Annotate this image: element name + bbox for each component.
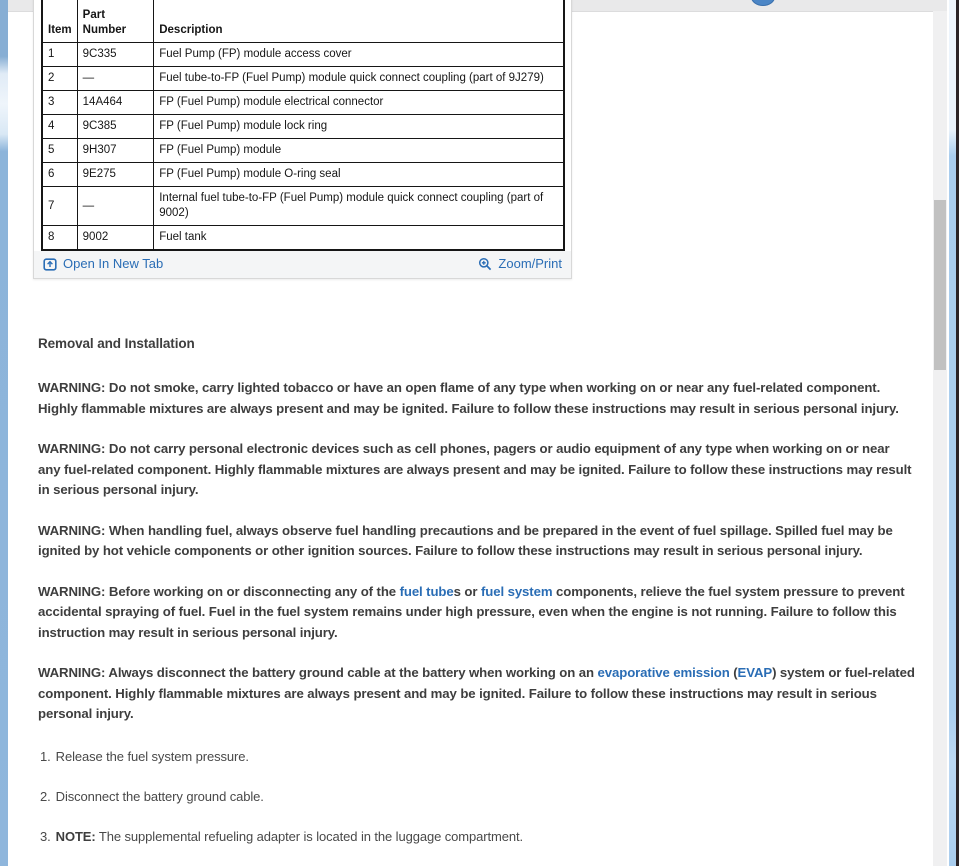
open-in-new-tab-icon [43, 257, 57, 271]
header-item: Item [42, 0, 77, 43]
zoom-print-link[interactable] [478, 256, 562, 271]
warning-text: WARNING: Do not carry personal electronic devices such as cell phones, pagers or audio equipment of any type when working on or near any fuel-related component. Highly flammable mixtures are always present and may be ignited. Failure to follow these instructions may result in serious personal injury. [38, 441, 912, 497]
cell-item: 2 [42, 67, 77, 91]
left-edge-background-strip [0, 0, 8, 866]
article-body [38, 292, 915, 847]
step-text: NOTE: [55, 828, 96, 844]
cell-item: 6 [42, 163, 77, 187]
cell-item: 8 [42, 226, 77, 251]
cell-desc: Fuel tank [154, 226, 564, 251]
table-row [42, 67, 564, 91]
steps [38, 747, 915, 847]
open-in-new-tab-label: Open In New Tab [63, 256, 164, 271]
zoom-print-label: Zoom/Print [498, 256, 562, 271]
right-edge-blue-strip [949, 0, 956, 866]
inline-link[interactable]: fuel tube [399, 583, 454, 599]
cell-desc: Fuel tube-to-FP (Fuel Pump) module quick connect coupling (part of 9J279) [154, 67, 564, 91]
warning-paragraph [38, 439, 915, 501]
parts-table-body [42, 43, 564, 251]
widget-footer [34, 251, 571, 278]
table-row [42, 139, 564, 163]
cell-desc: FP (Fuel Pump) module electrical connector [154, 91, 564, 115]
step-text: Release the fuel system pressure. [55, 748, 249, 764]
magnifier-zoom-icon [478, 257, 492, 271]
cell-desc: Internal fuel tube-to-FP (Fuel Pump) module quick connect coupling (part of 9002) [154, 187, 564, 226]
cell-part: 9C385 [77, 115, 154, 139]
cell-part: 9C335 [77, 43, 154, 67]
warning-paragraph [38, 582, 915, 644]
warnings [38, 378, 915, 725]
cell-item: 3 [42, 91, 77, 115]
step-item [40, 787, 915, 807]
vertical-scrollbar-thumb[interactable] [934, 200, 946, 370]
warning-paragraph [38, 521, 915, 562]
warning-text: WARNING: Do not smoke, carry lighted tobacco or have an open flame of any type when working on or near any fuel-related component. Highly flammable mixtures are always present and may be ignited. Failure to follow these instructions may result in serious personal injury. [38, 380, 899, 416]
vertical-scrollbar-track[interactable] [933, 11, 947, 866]
cell-desc: FP (Fuel Pump) module [154, 139, 564, 163]
warning-text: WARNING: Always disconnect the battery ground cable at the battery when working on an [38, 665, 598, 680]
header-part-number: Part Number [77, 0, 154, 43]
warning-text: ( [729, 665, 738, 680]
warning-text: s or [453, 583, 481, 599]
header-description: Description [154, 0, 564, 43]
step-text: Disconnect the battery ground cable. [55, 788, 264, 804]
section-heading: Removal and Installation [38, 336, 195, 351]
step-number: 2. [40, 788, 51, 804]
inline-link[interactable]: fuel system [480, 583, 553, 599]
cell-item: 1 [42, 43, 77, 67]
warning-text: WARNING: When handling fuel, always observe fuel handling precautions and be prepared in the event of fuel spillage. Spilled fuel may be ignited by hot vehicle components or other ignition sources. Failure to follow these instructions may result in serious personal injury. [38, 522, 893, 558]
cell-part: — [77, 67, 154, 91]
cell-part: — [77, 187, 154, 226]
cell-part: 14A464 [77, 91, 154, 115]
table-row [42, 115, 564, 139]
open-in-new-tab-link[interactable] [43, 256, 163, 271]
step-item [40, 747, 915, 767]
step-number: 1. [40, 748, 51, 764]
parts-table [41, 0, 565, 251]
cell-part: 9H307 [77, 139, 154, 163]
cell-desc: Fuel Pump (FP) module access cover [154, 43, 564, 67]
header-row [42, 0, 564, 43]
cell-item: 7 [42, 187, 77, 226]
parts-table-header [42, 0, 564, 43]
warning-paragraph [38, 378, 915, 419]
cell-part: 9E275 [77, 163, 154, 187]
cell-part: 9002 [77, 226, 154, 251]
table-row [42, 43, 564, 67]
table-row [42, 226, 564, 251]
cell-desc: FP (Fuel Pump) module lock ring [154, 115, 564, 139]
warning-text: components, relieve the fuel system pressure to prevent accidental spraying of fuel. Fuel in the fuel system remains under high pressure, even when the engine is not running. Failure to follow this instruction may result in serious personal injury. [38, 583, 905, 640]
table-row [42, 187, 564, 226]
table-row [42, 91, 564, 115]
cell-desc: FP (Fuel Pump) module O-ring seal [154, 163, 564, 187]
inline-link[interactable]: evaporative emission [597, 665, 730, 680]
cell-item: 5 [42, 139, 77, 163]
step-number: 3. [40, 828, 51, 844]
step-text: The supplemental refueling adapter is located in the luggage compartment. [95, 828, 524, 844]
warning-paragraph [38, 663, 915, 725]
parts-table-widget [33, 0, 572, 279]
inline-link[interactable]: EVAP [737, 665, 773, 680]
cell-item: 4 [42, 115, 77, 139]
table-row [42, 163, 564, 187]
warning-text: WARNING: Before working on or disconnecting any of the [38, 583, 400, 599]
step-item [40, 827, 915, 847]
warning-text: ) system or fuel-related component. Highly flammable mixtures are always present and may be ignited. Failure to follow these instructions may result in serious personal injury. [38, 665, 915, 721]
